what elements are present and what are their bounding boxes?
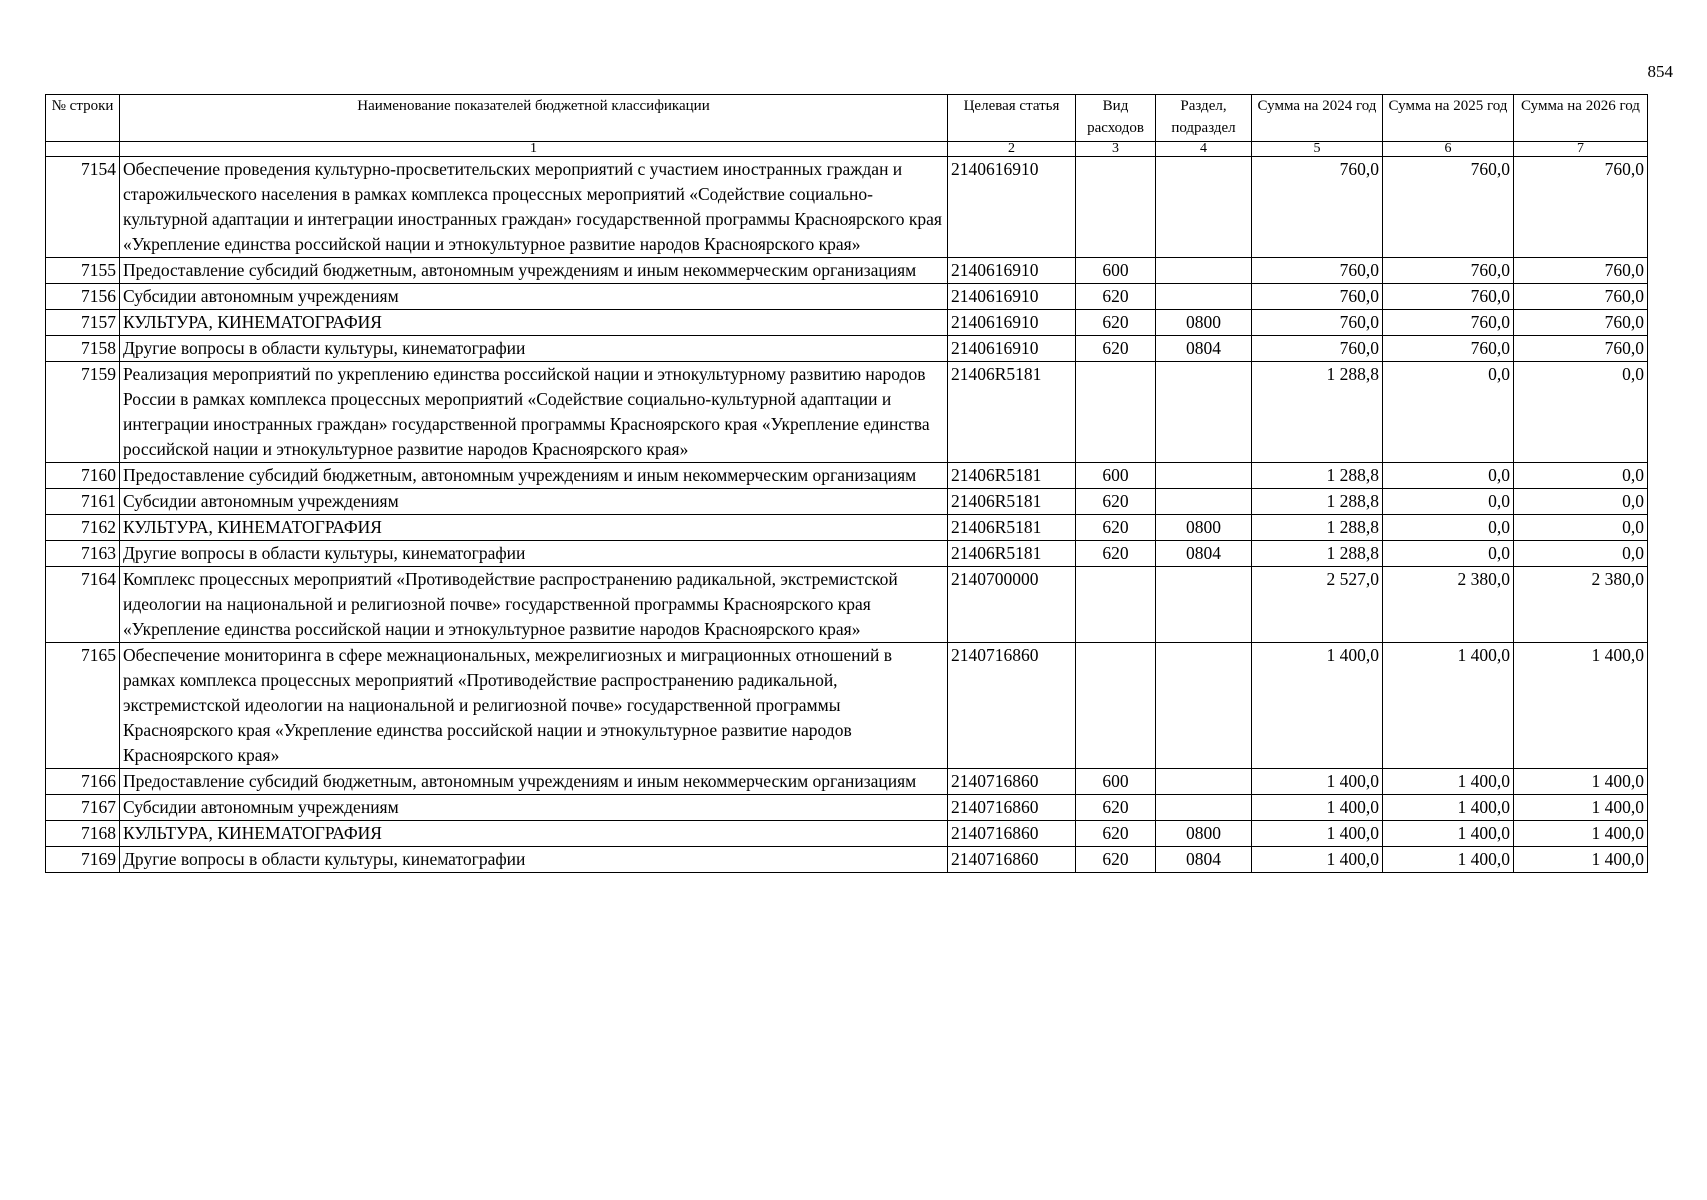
row-expense-kind: 620 — [1076, 847, 1156, 873]
row-section: 0800 — [1156, 310, 1252, 336]
row-section: 0804 — [1156, 336, 1252, 362]
row-section — [1156, 489, 1252, 515]
row-number: 7154 — [46, 157, 120, 258]
row-section — [1156, 795, 1252, 821]
row-sum-2026: 1 400,0 — [1514, 821, 1648, 847]
row-target-article: 21406R5181 — [948, 541, 1076, 567]
header-row-no: № строки — [46, 95, 120, 142]
row-section — [1156, 769, 1252, 795]
row-target-article: 2140716860 — [948, 821, 1076, 847]
row-expense-kind: 600 — [1076, 463, 1156, 489]
row-section: 0800 — [1156, 515, 1252, 541]
header-sum-2026: Сумма на 2026 год — [1514, 95, 1648, 142]
row-section — [1156, 284, 1252, 310]
row-expense-kind — [1076, 157, 1156, 258]
row-target-article: 2140716860 — [948, 643, 1076, 769]
table-body — [46, 157, 1648, 873]
row-expense-kind: 620 — [1076, 284, 1156, 310]
row-sum-2024: 2 527,0 — [1252, 567, 1383, 643]
page-number: 854 — [1647, 62, 1673, 81]
table-row — [46, 795, 1648, 821]
row-name: Другие вопросы в области культуры, кинематографии — [120, 847, 948, 873]
row-sum-2026: 0,0 — [1514, 515, 1648, 541]
table-row — [46, 463, 1648, 489]
col-number: 2 — [948, 142, 1076, 157]
row-sum-2026: 0,0 — [1514, 489, 1648, 515]
row-sum-2026: 1 400,0 — [1514, 769, 1648, 795]
row-number: 7169 — [46, 847, 120, 873]
row-target-article: 2140616910 — [948, 157, 1076, 258]
row-expense-kind: 620 — [1076, 336, 1156, 362]
row-target-article: 21406R5181 — [948, 362, 1076, 463]
row-expense-kind: 600 — [1076, 769, 1156, 795]
col-number — [46, 142, 120, 157]
row-sum-2025: 0,0 — [1383, 362, 1514, 463]
table-row — [46, 567, 1648, 643]
header-name: Наименование показателей бюджетной классификации — [120, 95, 948, 142]
table-row — [46, 258, 1648, 284]
row-sum-2026: 1 400,0 — [1514, 795, 1648, 821]
table-header — [46, 95, 1648, 157]
row-sum-2024: 1 288,8 — [1252, 489, 1383, 515]
row-sum-2026: 760,0 — [1514, 310, 1648, 336]
row-number: 7165 — [46, 643, 120, 769]
row-sum-2025: 760,0 — [1383, 284, 1514, 310]
table-row — [46, 821, 1648, 847]
row-name: Обеспечение мониторинга в сфере межнациональных, межрелигиозных и миграционных отношений в рамках комплекса процессных мероприятий «Противодействие распространению радикальной, экстремистской идеологии на национальной и религиозной почве» государственной программы Красноярского края «Укрепление единства российской нации и этнокультурное развитие народов Красноярского края» — [120, 643, 948, 769]
table-row — [46, 541, 1648, 567]
table-row — [46, 336, 1648, 362]
row-sum-2024: 760,0 — [1252, 310, 1383, 336]
row-sum-2025: 0,0 — [1383, 463, 1514, 489]
row-sum-2025: 1 400,0 — [1383, 795, 1514, 821]
row-sum-2026: 0,0 — [1514, 362, 1648, 463]
row-number: 7155 — [46, 258, 120, 284]
row-section: 0804 — [1156, 541, 1252, 567]
col-number: 6 — [1383, 142, 1514, 157]
header-target: Целевая статья — [948, 95, 1076, 142]
row-section — [1156, 157, 1252, 258]
row-name: КУЛЬТУРА, КИНЕМАТОГРАФИЯ — [120, 310, 948, 336]
row-name: Другие вопросы в области культуры, кинематографии — [120, 541, 948, 567]
col-number: 1 — [120, 142, 948, 157]
row-number: 7163 — [46, 541, 120, 567]
row-sum-2024: 1 288,8 — [1252, 515, 1383, 541]
row-sum-2024: 1 288,8 — [1252, 541, 1383, 567]
row-target-article: 2140616910 — [948, 310, 1076, 336]
row-target-article: 2140616910 — [948, 284, 1076, 310]
row-number: 7167 — [46, 795, 120, 821]
row-target-article: 2140616910 — [948, 336, 1076, 362]
row-sum-2026: 760,0 — [1514, 157, 1648, 258]
table-row — [46, 284, 1648, 310]
row-name: Предоставление субсидий бюджетным, автономным учреждениям и иным некоммерческим организациям — [120, 463, 948, 489]
row-number: 7158 — [46, 336, 120, 362]
row-sum-2024: 760,0 — [1252, 258, 1383, 284]
row-section: 0804 — [1156, 847, 1252, 873]
table-row — [46, 310, 1648, 336]
row-number: 7160 — [46, 463, 120, 489]
row-expense-kind — [1076, 567, 1156, 643]
row-sum-2025: 1 400,0 — [1383, 847, 1514, 873]
row-sum-2026: 1 400,0 — [1514, 847, 1648, 873]
row-sum-2026: 1 400,0 — [1514, 643, 1648, 769]
row-number: 7159 — [46, 362, 120, 463]
row-number: 7156 — [46, 284, 120, 310]
row-name: Другие вопросы в области культуры, кинематографии — [120, 336, 948, 362]
row-name: КУЛЬТУРА, КИНЕМАТОГРАФИЯ — [120, 821, 948, 847]
row-name: Обеспечение проведения культурно-просветительских мероприятий с участием иностранных граждан и старожильческого населения в рамках комплекса процессных мероприятий «Содействие социально-культурной адаптации и интеграции иностранных граждан» государственной программы Красноярского края «Укрепление единства российской нации и этнокультурное развитие народов Красноярского края» — [120, 157, 948, 258]
row-sum-2024: 760,0 — [1252, 284, 1383, 310]
row-expense-kind — [1076, 643, 1156, 769]
row-sum-2025: 0,0 — [1383, 541, 1514, 567]
col-number: 5 — [1252, 142, 1383, 157]
row-expense-kind: 620 — [1076, 489, 1156, 515]
row-sum-2024: 1 400,0 — [1252, 847, 1383, 873]
row-sum-2026: 760,0 — [1514, 336, 1648, 362]
row-sum-2025: 760,0 — [1383, 157, 1514, 258]
row-section — [1156, 362, 1252, 463]
row-name: Субсидии автономным учреждениям — [120, 489, 948, 515]
header-sum-2025: Сумма на 2025 год — [1383, 95, 1514, 142]
table-row — [46, 362, 1648, 463]
row-sum-2025: 0,0 — [1383, 489, 1514, 515]
row-sum-2025: 1 400,0 — [1383, 821, 1514, 847]
row-section — [1156, 463, 1252, 489]
row-section: 0800 — [1156, 821, 1252, 847]
row-sum-2025: 1 400,0 — [1383, 643, 1514, 769]
row-name: КУЛЬТУРА, КИНЕМАТОГРАФИЯ — [120, 515, 948, 541]
row-sum-2026: 2 380,0 — [1514, 567, 1648, 643]
row-target-article: 2140700000 — [948, 567, 1076, 643]
header-kind: Вид расходов — [1076, 95, 1156, 142]
row-sum-2025: 0,0 — [1383, 515, 1514, 541]
table-row — [46, 643, 1648, 769]
row-sum-2025: 760,0 — [1383, 336, 1514, 362]
row-target-article: 2140716860 — [948, 769, 1076, 795]
row-target-article: 2140716860 — [948, 795, 1076, 821]
row-number: 7157 — [46, 310, 120, 336]
row-section — [1156, 258, 1252, 284]
table-row — [46, 847, 1648, 873]
row-sum-2024: 1 288,8 — [1252, 463, 1383, 489]
col-number: 7 — [1514, 142, 1648, 157]
row-name: Субсидии автономным учреждениям — [120, 795, 948, 821]
row-expense-kind: 620 — [1076, 310, 1156, 336]
row-section — [1156, 567, 1252, 643]
row-sum-2025: 2 380,0 — [1383, 567, 1514, 643]
row-name: Предоставление субсидий бюджетным, автономным учреждениям и иным некоммерческим организациям — [120, 769, 948, 795]
row-sum-2024: 1 400,0 — [1252, 643, 1383, 769]
table-row — [46, 489, 1648, 515]
row-sum-2026: 0,0 — [1514, 463, 1648, 489]
row-target-article: 21406R5181 — [948, 463, 1076, 489]
row-sum-2024: 1 400,0 — [1252, 795, 1383, 821]
row-expense-kind: 600 — [1076, 258, 1156, 284]
budget-table — [45, 94, 1648, 873]
row-expense-kind — [1076, 362, 1156, 463]
header-section: Раздел, подраздел — [1156, 95, 1252, 142]
row-sum-2026: 760,0 — [1514, 284, 1648, 310]
table-row — [46, 157, 1648, 258]
header-sum-2024: Сумма на 2024 год — [1252, 95, 1383, 142]
row-sum-2025: 760,0 — [1383, 258, 1514, 284]
col-number: 4 — [1156, 142, 1252, 157]
row-target-article: 2140716860 — [948, 847, 1076, 873]
row-target-article: 2140616910 — [948, 258, 1076, 284]
row-sum-2024: 1 400,0 — [1252, 769, 1383, 795]
row-sum-2024: 1 288,8 — [1252, 362, 1383, 463]
row-sum-2026: 760,0 — [1514, 258, 1648, 284]
table-row — [46, 515, 1648, 541]
row-name: Субсидии автономным учреждениям — [120, 284, 948, 310]
row-number: 7168 — [46, 821, 120, 847]
row-number: 7164 — [46, 567, 120, 643]
row-number: 7162 — [46, 515, 120, 541]
row-sum-2025: 760,0 — [1383, 310, 1514, 336]
row-target-article: 21406R5181 — [948, 489, 1076, 515]
row-sum-2024: 760,0 — [1252, 336, 1383, 362]
row-section — [1156, 643, 1252, 769]
row-name: Предоставление субсидий бюджетным, автономным учреждениям и иным некоммерческим организациям — [120, 258, 948, 284]
row-expense-kind: 620 — [1076, 795, 1156, 821]
row-number: 7161 — [46, 489, 120, 515]
col-number: 3 — [1076, 142, 1156, 157]
row-expense-kind: 620 — [1076, 821, 1156, 847]
row-number: 7166 — [46, 769, 120, 795]
table-row — [46, 769, 1648, 795]
row-expense-kind: 620 — [1076, 541, 1156, 567]
row-sum-2024: 760,0 — [1252, 157, 1383, 258]
row-target-article: 21406R5181 — [948, 515, 1076, 541]
row-sum-2026: 0,0 — [1514, 541, 1648, 567]
row-expense-kind: 620 — [1076, 515, 1156, 541]
row-name: Комплекс процессных мероприятий «Противодействие распространению радикальной, экстремистской идеологии на национальной и религиозной почве» государственной программы Красноярского края «Укрепление единства российской нации и этнокультурное развитие народов Красноярского края» — [120, 567, 948, 643]
row-sum-2025: 1 400,0 — [1383, 769, 1514, 795]
row-sum-2024: 1 400,0 — [1252, 821, 1383, 847]
row-name: Реализация мероприятий по укреплению единства российской нации и этнокультурному развитию народов России в рамках комплекса процессных мероприятий «Содействие социально-культурной адаптации и интеграции иностранных граждан» государственной программы Красноярского края «Укрепление единства российской нации и этнокультурное развитие народов Красноярского края» — [120, 362, 948, 463]
